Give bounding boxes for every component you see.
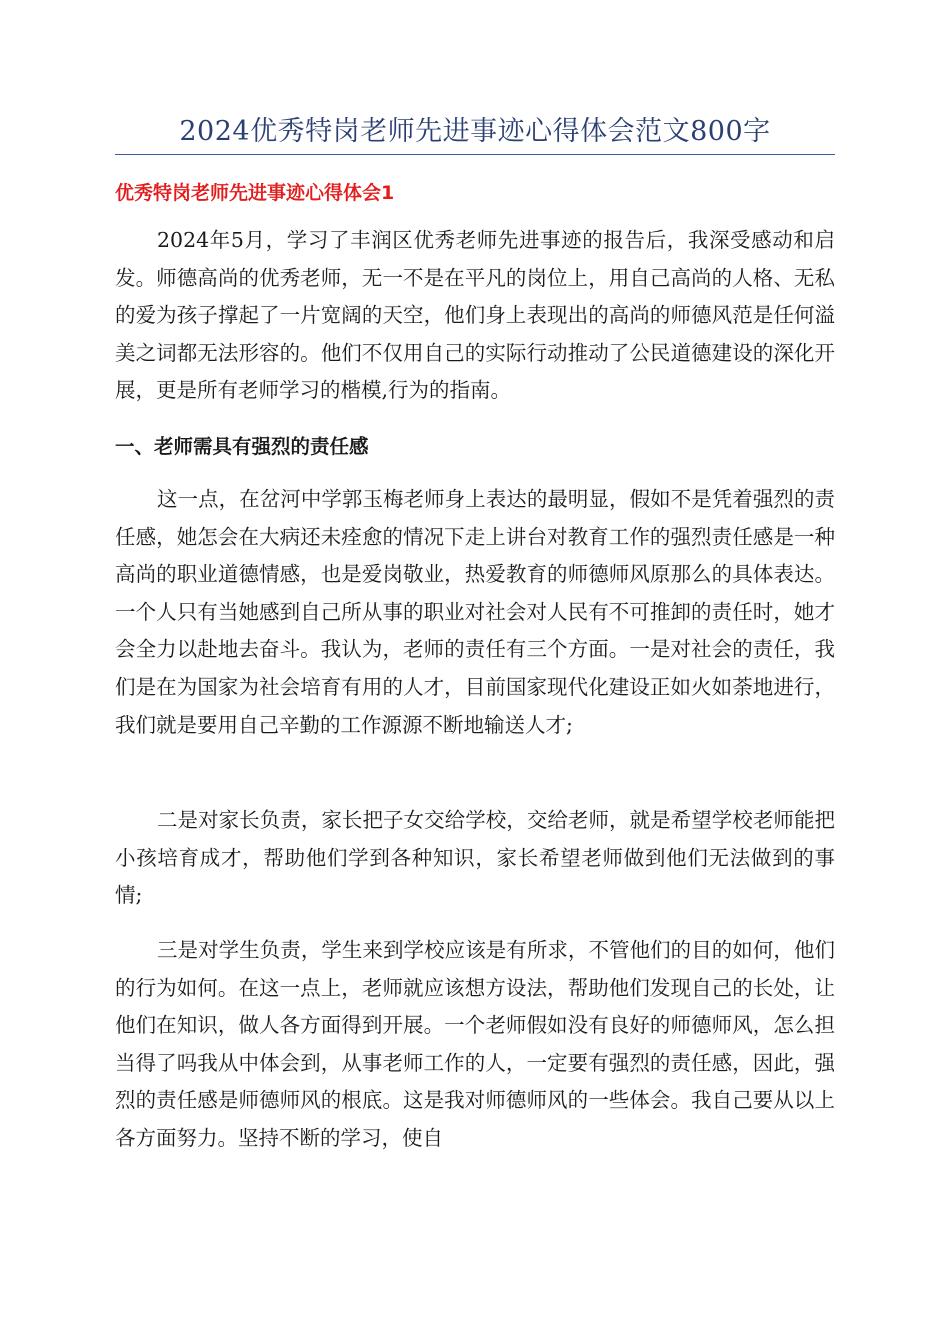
paragraph-students: 三是对学生负责，学生来到学校应该是有所求，不管他们的目的如何，他们的行为如何。在这一点上，老师就应该想方设法，帮助他们发现自己的长处，让他们在知识，做人各方面得到开展。一个老师假如没有良好的师德师风，怎么担当得了吗我从中体会到，从事老师工作的人，一定要有强烈的责任感，因此，强烈的责任感是师德师风的根底。这是我对师德师风的一些体会。我自己要从以上各方面努力。坚持不断的学习，使自 xyxy=(115,938,835,1150)
page-title: 2024优秀特岗老师先进事迹心得体会范文800字 xyxy=(179,116,771,147)
title-underline xyxy=(115,154,835,155)
paragraph-intro: 2024年5月，学习了丰润区优秀老师先进事迹的报告后，我深受感动和启发。师德高尚的优秀老师，无一不是在平凡的岗位上，用自己高尚的人格、无私的爱为孩子撑起了一片宽阔的天空，他们身上表现出的高尚的师德风范是任何溢美之词都无法形容的。他们不仅用自己的实际行动推动了公民道德建设的深化开展，更是所有老师学习的楷模,行为的指南。 xyxy=(115,228,835,403)
paragraph-responsibility: 这一点，在岔河中学郭玉梅老师身上表达的最明显，假如不是凭着强烈的责任感，她怎会在大病还未痊愈的情况下走上讲台对教育工作的强烈责任感是一种高尚的职业道德情感，也是爱岗敬业，热爱教育的师德师风原那么的具体表达。一个人只有当她感到自己所从事的职业对社会对人民有不可推卸的责任时，她才会全力以赴地去奋斗。我认为，老师的责任有三个方面。一是对社会的责任，我们是在为国家为社会培育有用的人才，目前国家现代化建设正如火如荼地进行，我们就是要用自己辛勤的工作源源不断地输送人才; xyxy=(115,487,835,737)
paragraph-parents: 二是对家长负责，家长把子女交给学校，交给老师，就是希望学校老师能把小孩培育成才，帮助他们学到各种知识，家长希望老师做到他们无法做到的事情; xyxy=(115,808,835,908)
subheading-responsibility: 一、老师需具有强烈的责任感 xyxy=(115,435,369,458)
section-heading: 优秀特岗老师先进事迹心得体会1 xyxy=(115,182,395,204)
